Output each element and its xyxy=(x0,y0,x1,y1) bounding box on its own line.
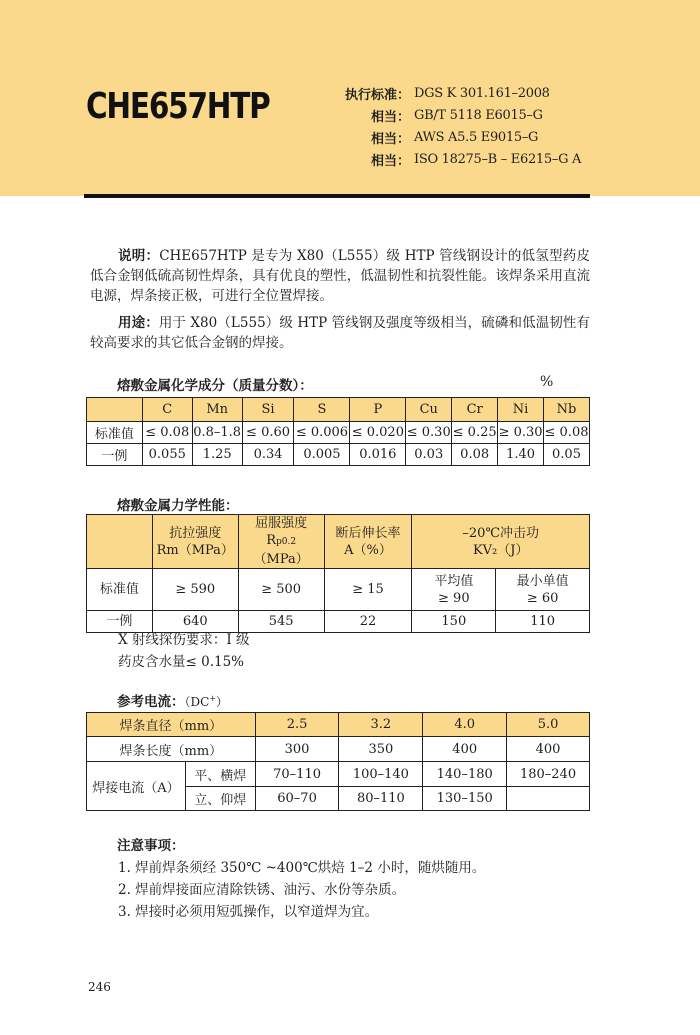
polarity-sign: + xyxy=(209,694,217,703)
standard-value: DGS K 301.161–2008 xyxy=(414,85,550,101)
standard-value: ISO 18275–B – E6215–G A xyxy=(414,151,582,167)
table-cell: 1.25 xyxy=(192,444,242,466)
impact-unit: KV₂（J） xyxy=(472,542,529,558)
table-cell: ≤ 0.020 xyxy=(350,422,406,444)
chemical-col-header: Ni xyxy=(498,398,544,422)
standard-value: AWS A5.5 E9015–G xyxy=(414,129,539,145)
current-title-text: 参考电流： xyxy=(117,694,185,710)
table-cell: ≥ 0.30 xyxy=(498,422,544,444)
product-title: CHE657HTP xyxy=(86,86,270,127)
mechanical-table xyxy=(86,514,590,633)
percent-unit: % xyxy=(540,374,554,390)
attention-item: 1. 焊前焊条须经 350℃ ~400℃烘焙 1–2 小时，随烘随用。 xyxy=(118,860,486,876)
tensile-name: 抗拉强度 xyxy=(169,525,222,541)
impact-minimum-value: ≥ 60 xyxy=(526,590,559,606)
table-cell: 110 xyxy=(496,611,590,633)
description-lead: 说明： xyxy=(118,248,160,264)
impact-header xyxy=(412,515,590,569)
standard-row xyxy=(320,104,620,126)
standard-label: 相当： xyxy=(370,131,410,147)
diameter-value: 3.2 xyxy=(339,713,423,737)
page-number: 246 xyxy=(88,980,111,994)
chemical-standard-row xyxy=(87,422,590,444)
table-cell: 0.005 xyxy=(294,444,350,466)
table-cell: 640 xyxy=(152,611,238,633)
mechanical-standard-row xyxy=(87,569,590,611)
table-cell: ≥ 590 xyxy=(152,569,238,611)
length-row xyxy=(87,737,590,762)
polarity-prefix: （DC xyxy=(184,695,210,709)
impact-average-value: ≥ 90 xyxy=(438,590,470,606)
moisture-content: 药皮含水量≤ 0.15% xyxy=(118,654,244,670)
description-paragraph xyxy=(90,246,590,306)
current-polarity xyxy=(185,695,229,709)
row-label: 标准值 xyxy=(87,569,153,611)
chemical-table xyxy=(86,397,590,466)
table-cell: ≥ 500 xyxy=(238,569,324,611)
chemical-header-blank xyxy=(87,398,143,422)
chemical-col-header: Mn xyxy=(192,398,242,422)
elongation-name: 断后伸长率 xyxy=(335,525,401,541)
impact-minimum-cell xyxy=(496,569,590,611)
impact-minimum-label: 最小单值 xyxy=(516,573,569,589)
chemical-col-header: C xyxy=(142,398,192,422)
current-section-title xyxy=(117,690,228,710)
diameter-value: 2.5 xyxy=(255,713,339,737)
impact-average-cell xyxy=(412,569,496,611)
table-cell: 545 xyxy=(238,611,324,633)
tensile-unit: Rm（MPa） xyxy=(156,542,234,558)
attention-item: 3. 焊接时必须用短弧操作，以窄道焊为宜。 xyxy=(118,904,379,920)
chemical-col-header: Cr xyxy=(452,398,498,422)
vertical-position-label: 立、仰焊 xyxy=(185,787,255,811)
length-value: 300 xyxy=(255,737,339,762)
chemical-header-row xyxy=(87,398,590,422)
yield-header xyxy=(238,515,324,569)
standard-label: 相当： xyxy=(370,109,410,125)
table-cell: ≤ 0.08 xyxy=(142,422,192,444)
standard-label: 相当： xyxy=(370,153,410,169)
table-cell: 1.40 xyxy=(498,444,544,466)
table-cell: 0.03 xyxy=(406,444,452,466)
table-cell: ≤ 0.30 xyxy=(406,422,452,444)
diameter-value: 5.0 xyxy=(507,713,590,737)
current-value xyxy=(507,787,590,811)
row-label: 一例 xyxy=(87,611,153,633)
mechanical-header-blank xyxy=(87,515,153,569)
chemical-col-header: Si xyxy=(242,398,294,422)
standard-label: 执行标准： xyxy=(344,87,410,103)
chemical-section-title: 熔敷金属化学成分（质量分数）： xyxy=(117,378,313,394)
elongation-header xyxy=(324,515,412,569)
current-value: 100–140 xyxy=(339,762,423,787)
flat-position-label: 平、横焊 xyxy=(185,762,255,787)
impact-name: –20℃冲击功 xyxy=(462,525,539,541)
yield-unit-symbol: R xyxy=(266,533,276,548)
current-value: 140–180 xyxy=(423,762,507,787)
description-text: CHE657HTP 是专为 X80（L555）级 HTP 管线钢设计的低氢型药皮低合金钢低硫高韧性焊条，具有优良的塑性，低温韧性和抗裂性能。该焊条采用直流电源，焊条接正极，可进行全位置焊接。 xyxy=(90,248,590,304)
table-cell: 0.016 xyxy=(350,444,406,466)
tensile-header xyxy=(152,515,238,569)
chemical-col-header: P xyxy=(350,398,406,422)
attention-title: 注意事项： xyxy=(117,838,185,854)
table-cell: ≤ 0.60 xyxy=(242,422,294,444)
current-value: 80–110 xyxy=(339,787,423,811)
chemical-col-header: Cu xyxy=(406,398,452,422)
current-value: 60–70 xyxy=(255,787,339,811)
mechanical-section-title: 熔敷金属力学性能： xyxy=(117,498,239,514)
flat-current-row xyxy=(87,762,590,787)
chemical-col-header: S xyxy=(294,398,350,422)
table-cell: ≤ 0.08 xyxy=(544,422,590,444)
standard-row xyxy=(320,126,620,148)
usage-lead: 用途： xyxy=(118,315,159,331)
table-cell: 22 xyxy=(324,611,412,633)
table-cell: ≥ 15 xyxy=(324,569,412,611)
yield-unit-subscript: p0.2 xyxy=(276,537,297,547)
length-value: 350 xyxy=(339,737,423,762)
yield-unit xyxy=(239,532,324,568)
row-label: 一例 xyxy=(87,444,143,466)
standard-value: GB/T 5118 E6015–G xyxy=(414,107,543,123)
chemical-col-header: Nb xyxy=(544,398,590,422)
table-cell: ≤ 0.006 xyxy=(294,422,350,444)
table-cell: 0.34 xyxy=(242,444,294,466)
attention-item: 2. 焊前焊接面应清除铁锈、油污、水份等杂质。 xyxy=(118,882,406,898)
length-value: 400 xyxy=(423,737,507,762)
header-rule xyxy=(84,194,590,198)
standards-list xyxy=(320,82,620,170)
diameter-value: 4.0 xyxy=(423,713,507,737)
diameter-row xyxy=(87,713,590,737)
welding-current-label: 焊接电流（A） xyxy=(87,762,186,811)
current-value: 130–150 xyxy=(423,787,507,811)
usage-paragraph xyxy=(90,313,590,353)
impact-average-label: 平均值 xyxy=(434,573,474,589)
standard-row xyxy=(320,82,620,104)
xray-requirement: X 射线探伤要求：I 级 xyxy=(118,632,250,648)
current-value: 180–240 xyxy=(507,762,590,787)
yield-name: 屈服强度 xyxy=(255,516,308,531)
diameter-label: 焊条直径（mm） xyxy=(87,713,256,737)
current-table xyxy=(86,712,590,811)
standard-row xyxy=(320,148,620,170)
polarity-suffix: ） xyxy=(216,695,229,709)
length-label: 焊条长度（mm） xyxy=(87,737,256,762)
length-value: 400 xyxy=(507,737,590,762)
elongation-unit: A（%） xyxy=(344,542,392,558)
yield-unit-suffix: （MPa） xyxy=(253,552,309,567)
table-cell: 0.8–1.8 xyxy=(192,422,242,444)
table-cell: 0.055 xyxy=(142,444,192,466)
table-cell: 0.05 xyxy=(544,444,590,466)
table-cell: ≤ 0.25 xyxy=(452,422,498,444)
table-cell: 0.08 xyxy=(452,444,498,466)
current-value: 70–110 xyxy=(255,762,339,787)
table-cell: 150 xyxy=(412,611,496,633)
row-label: 标准值 xyxy=(87,422,143,444)
mechanical-header-row xyxy=(87,515,590,569)
usage-text: 用于 X80（L555）级 HTP 管线钢及强度等级相当，硫磷和低温韧性有较高要求的其它低合金钢的焊接。 xyxy=(90,315,591,351)
chemical-example-row xyxy=(87,444,590,466)
